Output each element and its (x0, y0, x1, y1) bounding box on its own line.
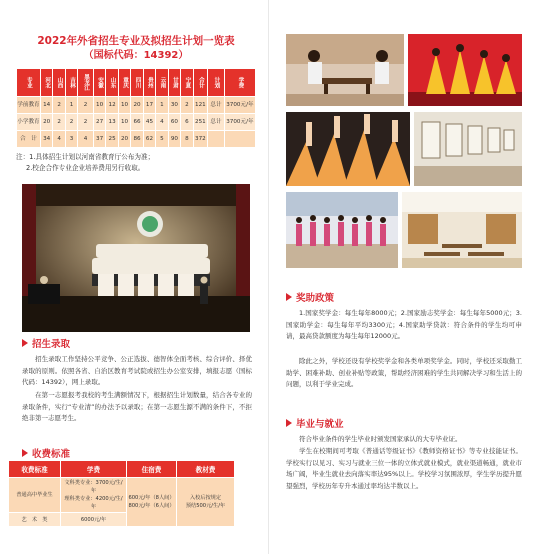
plan-header-label: 贵州 (146, 76, 153, 89)
triangle-icon (286, 293, 292, 301)
plan-value-cell: 90 (168, 131, 180, 148)
admission-heading-text: 招生录取 (32, 339, 71, 350)
tuition-science: 理科类专业：4200元/生/年 (64, 496, 123, 510)
plan-value-cell: 45 (143, 114, 155, 131)
enrollment-plan-table (16, 68, 256, 148)
fees-row-general (9, 478, 235, 513)
scholarship-heading (286, 290, 334, 304)
plan-value-cell: 8 (181, 131, 193, 148)
plan-body (17, 97, 256, 148)
plan-value-cell: 20 (40, 114, 52, 131)
graduation-p1-text: 符合毕业条件的学生毕业时颁发国家承认的大专毕业证。 (299, 435, 462, 443)
note-2: 2.校企合作专业企业培养费用另行收取。 (26, 164, 145, 172)
plan-value-cell: 20 (118, 131, 130, 148)
fees-header-row (9, 461, 235, 478)
graduation-p2-text: 学生在校期间可考取《普通话等级证书》《教师资格证书》等专业技能证书。学校实行以见习、实习与就业三位一体的立体式就业模式，就业渠道畅通，就业市场广阔，毕业生就业去向落实率达95%以上。学校学习氛围浓厚，学生学历提升愿望强烈，学校历年专升本通过率均达半数以上。 (286, 447, 522, 490)
admission-p2-text: 在第一志愿报考我校的考生满额情况下，根据招生计划数量，结合各专业的录取条件，实行“专业清”的办法予以录取；在第一志愿生源不满的条件下，不拒绝非第一志愿考生。 (22, 391, 252, 423)
plan-value-cell: 1 (156, 97, 168, 114)
plan-header-label: 专业 (25, 76, 32, 89)
plan-row (17, 131, 256, 148)
plan-header-cell (93, 69, 105, 97)
fees-general-label: 普通高中毕业生 (9, 478, 61, 513)
plan-header-cell (53, 69, 65, 97)
plan-value-cell: 2 (78, 114, 94, 131)
plan-value-cell: 17 (143, 97, 155, 114)
plan-value-cell: 3 (65, 131, 77, 148)
plan-value-cell: 14 (40, 97, 52, 114)
plan-header-cell (143, 69, 155, 97)
graduation-heading-text: 毕业与就业 (296, 419, 344, 430)
fees-table (8, 460, 235, 527)
gallery-hall-photo (414, 112, 522, 186)
plan-header-cell (181, 69, 193, 97)
plan-header-label: 安徽 (97, 76, 104, 89)
plan-header-cell (65, 69, 77, 97)
plan-value-cell: 2 (78, 97, 94, 114)
triangle-icon (22, 449, 28, 457)
plan-value-cell: 30 (168, 97, 180, 114)
choir-performance-photo (22, 184, 250, 332)
fold-line (268, 0, 269, 554)
plan-header-label: 山东 (109, 76, 116, 89)
plan-value-cell: 25 (106, 131, 118, 148)
plan-header-label: 甘肃 (171, 76, 178, 89)
dorm-8: 600元/年（8人间） (128, 495, 175, 501)
plan-value-cell: 86 (131, 131, 143, 148)
fees-header-books: 教材费 (177, 461, 235, 478)
plan-value-cell: 1 (65, 97, 77, 114)
scholarship-heading-text: 奖助政策 (296, 293, 335, 304)
plan-value-cell: 2 (53, 97, 65, 114)
plan-notes (16, 152, 256, 174)
scholarship-paragraph-2 (286, 356, 522, 391)
plan-header-label: 河北 (44, 76, 51, 89)
plan-extra-cell: 总计 (208, 114, 225, 131)
fees-header-dorm: 住宿费 (127, 461, 177, 478)
plan-fee-cell: 3700元/年 (224, 114, 255, 131)
plan-value-cell: 13 (106, 114, 118, 131)
tea-ceremony-photo (286, 34, 404, 106)
plan-header-label: 重庆 (122, 76, 129, 89)
fees-heading (22, 446, 70, 460)
plan-value-cell: 27 (93, 114, 105, 131)
graduation-paragraph-2 (286, 446, 522, 492)
plan-value-cell: 121 (193, 97, 208, 114)
fees-heading-text: 收费标准 (32, 449, 71, 460)
fees-general-tuition (61, 478, 127, 513)
fees-header-tuition: 学费 (61, 461, 127, 478)
plan-value-cell: 60 (168, 114, 180, 131)
plan-fee-cell (224, 131, 255, 148)
plan-major-cell: 小学教育 (17, 114, 41, 131)
plan-value-cell: 4 (78, 131, 94, 148)
plan-header-cell (118, 69, 130, 97)
fees-books-cell (177, 478, 235, 527)
books-line-2: 预结500元/生/年 (185, 503, 226, 509)
plan-header-label: 黑龙江 (83, 74, 90, 91)
plan-value-cell: 5 (156, 131, 168, 148)
plan-value-cell: 2 (53, 114, 65, 131)
fees-dorm-cell (127, 478, 177, 527)
fees-art-tuition: 6000元/年 (61, 513, 127, 527)
graduation-heading (286, 416, 344, 430)
triangle-icon (286, 419, 292, 427)
plan-value-cell: 4 (156, 114, 168, 131)
plan-header-cell (168, 69, 180, 97)
scholarship-p2-text: 除此之外，学校还设有学校奖学金和各类单项奖学金。同时，学校还采取勤工助学、困难补助、创业补贴等政策，帮助经济困难的学生共同解决学习和生活上的问题，以利于学业完成。 (286, 357, 522, 389)
plan-subtitle: （国标代码：14392） (83, 50, 189, 61)
plan-value-cell: 2 (65, 114, 77, 131)
plan-header-label: 合计 (197, 76, 204, 89)
plan-value-cell: 372 (193, 131, 208, 148)
plan-header-label: 宁夏 (184, 76, 191, 89)
books-line-1: 入校后按规定 (189, 495, 222, 501)
note-1: 注：1.具体招生计划以河南省教育厅公布为准； (16, 153, 155, 161)
dorm-6: 800元/年（6人间） (128, 503, 175, 509)
fees-art-label: 艺 术 类 (9, 513, 61, 527)
plan-header-row (17, 69, 256, 97)
plan-value-cell: 10 (93, 97, 105, 114)
admission-heading (22, 336, 70, 350)
plan-header-cell (193, 69, 208, 97)
admission-paragraph-1 (22, 354, 252, 389)
plan-header-label: 云南 (159, 76, 166, 89)
library-photo (402, 192, 522, 268)
plan-value-cell: 10 (118, 114, 130, 131)
plan-value-cell: 62 (143, 131, 155, 148)
plan-header-label: 吉林 (69, 76, 76, 89)
plan-value-cell: 251 (193, 114, 208, 131)
admission-paragraph-2 (22, 390, 252, 425)
plan-header-cell (78, 69, 94, 97)
plan-header-cell (131, 69, 143, 97)
plan-header-cell (17, 69, 41, 97)
scholarship-paragraph-1 (286, 308, 522, 343)
plan-value-cell: 12 (106, 97, 118, 114)
plan-header-cell (224, 69, 255, 97)
plan-header-label: 计划 (213, 76, 220, 89)
triangle-icon (22, 339, 28, 347)
admission-p1-text: 招生录取工作坚持公平竞争、公正选拔、德智体全面考核、综合评价、择优录取的原则。依照各省、自治区教育考试院或招生办公室安排，填报志愿（国标代码：14392），网上录取。 (22, 355, 252, 387)
plan-extra-cell: 总计 (208, 97, 225, 114)
plan-extra-cell (208, 131, 225, 148)
plan-value-cell: 10 (118, 97, 130, 114)
plan-value-cell: 2 (181, 97, 193, 114)
plan-value-cell: 34 (40, 131, 52, 148)
plan-header-cell (156, 69, 168, 97)
dance-room-photo (286, 192, 398, 268)
fees-header-standard: 收费标准 (9, 461, 61, 478)
plan-value-cell: 37 (93, 131, 105, 148)
plan-major-cell: 学前教育 (17, 97, 41, 114)
plan-major-cell: 合 计 (17, 131, 41, 148)
plan-fee-cell: 3700元/年 (224, 97, 255, 114)
plan-row (17, 114, 256, 131)
plan-value-cell: 66 (131, 114, 143, 131)
scholarship-p1-text: 1.国家奖学金：每生每年8000元；2.国家励志奖学金：每生每年5000元；3.国家助学金：每生每年平均3300元；4.国家助学贷款：符合条件的学生均可申请，最高贷款额度为每生每年12000元。 (286, 309, 522, 341)
plan-header-cell (106, 69, 118, 97)
plan-value-cell: 6 (181, 114, 193, 131)
hands-dance-photo (286, 112, 410, 186)
plan-row (17, 97, 256, 114)
graduation-paragraph-1 (286, 434, 522, 446)
plan-value-cell: 20 (131, 97, 143, 114)
plan-header-label: 四川 (134, 76, 141, 89)
plan-header-cell (40, 69, 52, 97)
plan-header-label: 学费 (237, 76, 244, 89)
plan-title: 2022年外省招生专业及拟招生计划一览表 (37, 35, 235, 47)
tuition-arts: 文科类专业：3700元/生/年 (64, 480, 123, 494)
plan-header-label: 山西 (56, 76, 63, 89)
plan-header-cell (208, 69, 225, 97)
plan-value-cell: 4 (53, 131, 65, 148)
dance-performance-photo (408, 34, 522, 106)
